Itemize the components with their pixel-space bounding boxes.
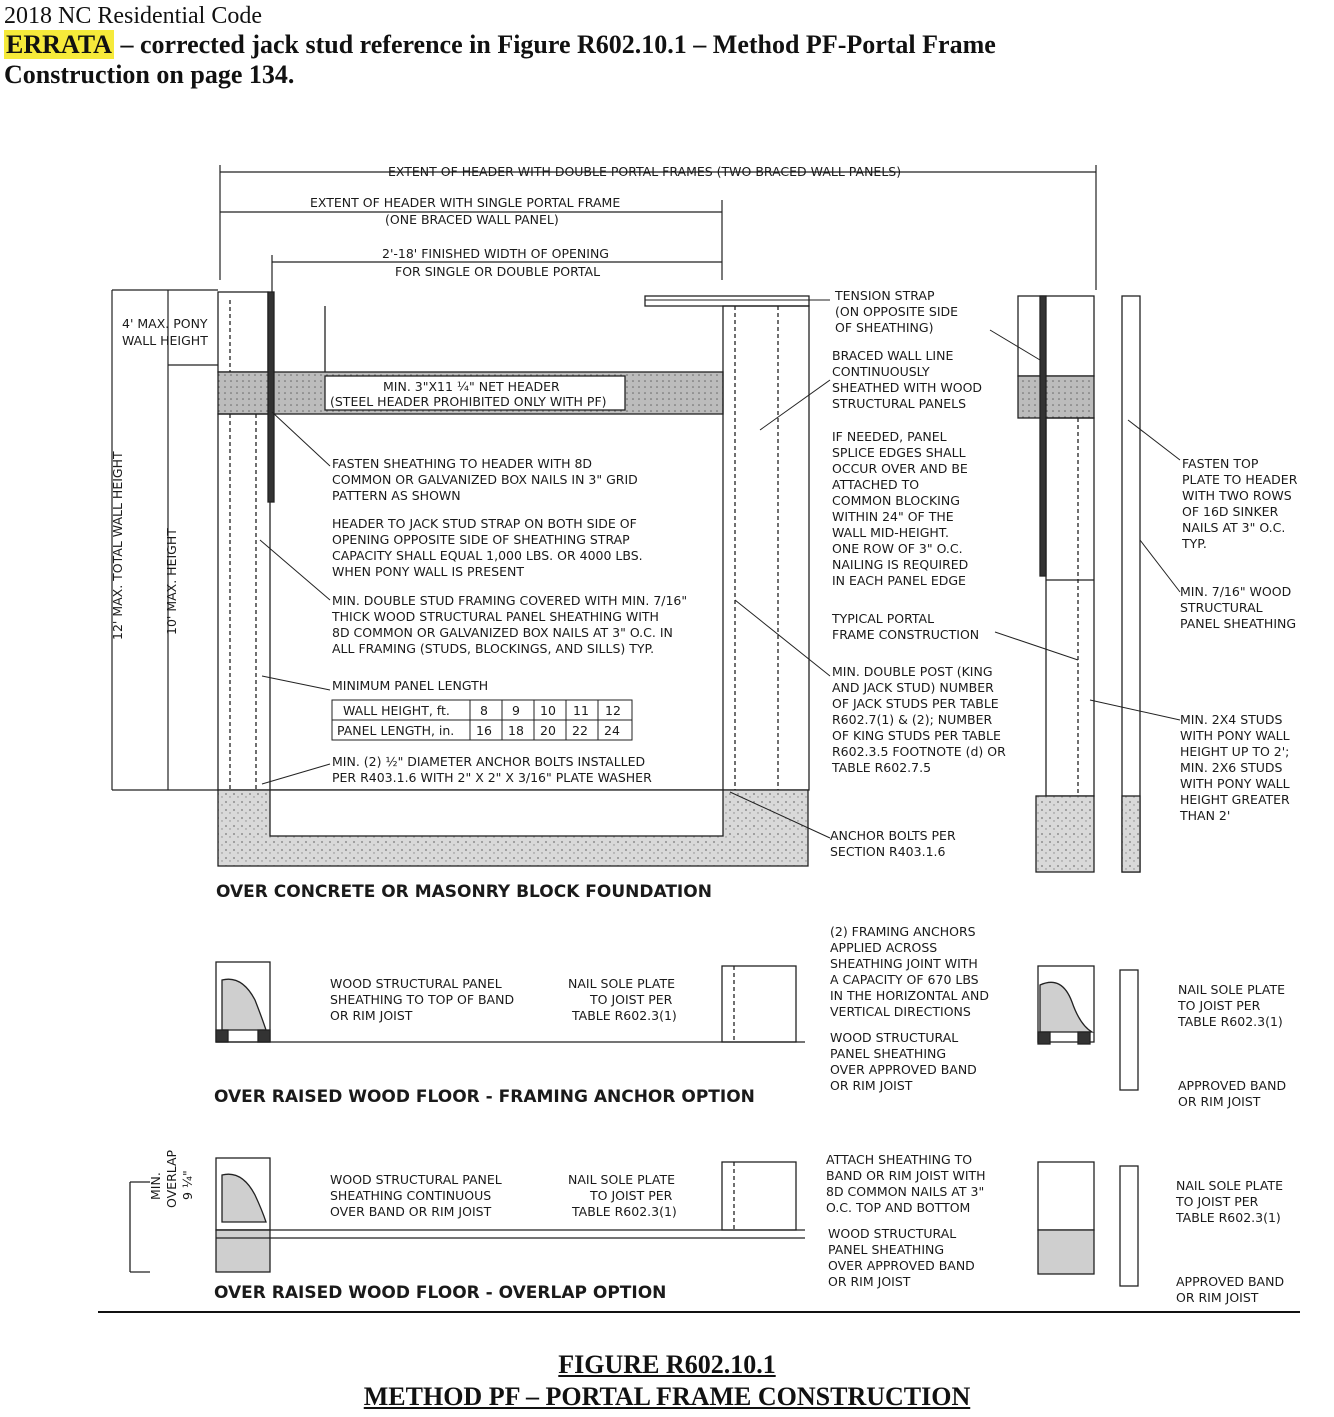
svg-text:THAN 2': THAN 2' xyxy=(1180,808,1231,823)
svg-text:WITHIN 24" OF THE: WITHIN 24" OF THE xyxy=(832,509,954,524)
svg-text:8D COMMON OR GALVANIZED BOX NA: 8D COMMON OR GALVANIZED BOX NAILS AT 3" O.C. IN xyxy=(332,625,673,640)
svg-text:O.C. TOP AND BOTTOM: O.C. TOP AND BOTTOM xyxy=(826,1200,971,1215)
errata-description: – corrected jack stud reference in Figure R602.10.1 – Method PF-Portal Frame xyxy=(113,30,996,59)
svg-text:WALL MID-HEIGHT.: WALL MID-HEIGHT. xyxy=(832,525,949,540)
splice-note xyxy=(832,429,968,588)
svg-text:TABLE R602.3(1): TABLE R602.3(1) xyxy=(1176,1210,1281,1225)
anchor-option-title: OVER RAISED WOOD FLOOR - FRAMING ANCHOR OPTION xyxy=(214,1087,755,1107)
svg-text:MIN. DOUBLE POST (KING: MIN. DOUBLE POST (KING xyxy=(832,664,993,679)
table-cell: 16 xyxy=(476,723,492,738)
svg-text:MIN. (2) ½" DIAMETER ANCHOR BO: MIN. (2) ½" DIAMETER ANCHOR BOLTS INSTALLED xyxy=(332,754,646,769)
svg-text:A CAPACITY OF 670 LBS: A CAPACITY OF 670 LBS xyxy=(830,972,979,987)
svg-text:OF KING STUDS PER TABLE: OF KING STUDS PER TABLE xyxy=(832,728,1001,743)
svg-text:NAILING IS REQUIRED: NAILING IS REQUIRED xyxy=(832,557,969,572)
table-cell: 11 xyxy=(573,703,589,718)
svg-text:TO JOIST PER: TO JOIST PER xyxy=(590,992,673,1007)
tension-strap-note xyxy=(834,288,958,335)
attach-note xyxy=(826,1152,986,1215)
svg-text:MIN.: MIN. xyxy=(148,1172,163,1200)
errata-tag: ERRATA xyxy=(6,30,112,59)
typical-note xyxy=(831,611,979,642)
anchor-nail-right-note xyxy=(1177,982,1285,1029)
svg-text:WITH PONY WALL: WITH PONY WALL xyxy=(1180,776,1290,791)
anchor-nail-note xyxy=(568,976,677,1023)
svg-text:OF SHEATHING): OF SHEATHING) xyxy=(835,320,934,335)
overlap-wsp-note xyxy=(330,1172,502,1219)
svg-text:FASTEN TOP: FASTEN TOP xyxy=(1182,456,1259,471)
header-label: MIN. 3"X11 ¼" NET HEADER xyxy=(383,379,560,394)
svg-text:APPROVED BAND: APPROVED BAND xyxy=(1178,1078,1287,1093)
svg-text:WOOD STRUCTURAL PANEL: WOOD STRUCTURAL PANEL xyxy=(330,976,502,991)
svg-text:NAIL SOLE PLATE: NAIL SOLE PLATE xyxy=(568,1172,676,1187)
code-title: 2018 NC Residential Code xyxy=(4,3,262,29)
svg-text:MIN. 2X6 STUDS: MIN. 2X6 STUDS xyxy=(1180,760,1283,775)
svg-text:ATTACHED TO: ATTACHED TO xyxy=(832,477,920,492)
svg-text:PER R403.1.6 WITH 2" X 2" X 3/: PER R403.1.6 WITH 2" X 2" X 3/16" PLATE WASHER xyxy=(332,770,652,785)
svg-text:PATTERN AS SHOWN: PATTERN AS SHOWN xyxy=(332,488,461,503)
overlap-option-title: OVER RAISED WOOD FLOOR - OVERLAP OPTION xyxy=(214,1283,667,1303)
svg-text:PLATE TO HEADER: PLATE TO HEADER xyxy=(1182,472,1298,487)
svg-text:OF JACK STUDS PER TABLE: OF JACK STUDS PER TABLE xyxy=(832,696,999,711)
svg-text:CONTINUOUSLY: CONTINUOUSLY xyxy=(832,364,930,379)
framing-anchors-note xyxy=(830,924,989,1019)
svg-text:PANEL SHEATHING: PANEL SHEATHING xyxy=(1180,616,1297,631)
dim-double-label: EXTENT OF HEADER WITH DOUBLE PORTAL FRAMES (TWO BRACED WALL PANELS) xyxy=(388,164,902,179)
min-overlap-label xyxy=(148,1149,195,1208)
svg-text:NAILS AT 3" O.C.: NAILS AT 3" O.C. xyxy=(1182,520,1286,535)
svg-text:TABLE R602.7.5: TABLE R602.7.5 xyxy=(832,760,932,775)
svg-text:PANEL SHEATHING: PANEL SHEATHING xyxy=(828,1242,945,1257)
svg-text:OR RIM JOIST: OR RIM JOIST xyxy=(830,1078,913,1093)
braced-wall-note xyxy=(832,348,982,411)
svg-text:ANCHOR BOLTS PER: ANCHOR BOLTS PER xyxy=(830,828,956,843)
svg-text:IF NEEDED, PANEL: IF NEEDED, PANEL xyxy=(832,429,947,444)
svg-text:FRAME CONSTRUCTION: FRAME CONSTRUCTION xyxy=(832,627,980,642)
svg-text:ALL FRAMING (STUDS, BLOCKINGS,: ALL FRAMING (STUDS, BLOCKINGS, AND SILLS) TYP. xyxy=(332,641,655,656)
svg-text:BRACED WALL LINE: BRACED WALL LINE xyxy=(832,348,954,363)
svg-text:OVER APPROVED BAND: OVER APPROVED BAND xyxy=(828,1258,975,1273)
svg-text:NAIL SOLE PLATE: NAIL SOLE PLATE xyxy=(1178,982,1286,997)
table-cell: 10 xyxy=(540,703,556,718)
svg-text:TENSION STRAP: TENSION STRAP xyxy=(835,288,935,303)
svg-text:PANEL SHEATHING: PANEL SHEATHING xyxy=(830,1046,947,1061)
anchor-wsp-note xyxy=(330,976,514,1023)
svg-text:TABLE R602.3(1): TABLE R602.3(1) xyxy=(572,1204,677,1219)
table-cell: WALL HEIGHT, ft. xyxy=(343,703,450,718)
svg-text:(2) FRAMING ANCHORS: (2) FRAMING ANCHORS xyxy=(830,924,976,939)
svg-text:WOOD STRUCTURAL: WOOD STRUCTURAL xyxy=(828,1226,957,1241)
svg-text:(ON OPPOSITE SIDE: (ON OPPOSITE SIDE xyxy=(835,304,959,319)
svg-text:STRUCTURAL PANELS: STRUCTURAL PANELS xyxy=(832,396,967,411)
dim-single-label: EXTENT OF HEADER WITH SINGLE PORTAL FRAME xyxy=(310,195,621,210)
svg-text:9 ¼": 9 ¼" xyxy=(180,1170,195,1200)
total-height-label: 12' MAX. TOTAL WALL HEIGHT xyxy=(110,451,125,640)
fasten-note xyxy=(332,456,638,503)
svg-text:HEIGHT GREATER: HEIGHT GREATER xyxy=(1180,792,1290,807)
svg-text:FASTEN SHEATHING TO HEADER WIT: FASTEN SHEATHING TO HEADER WITH 8D xyxy=(332,456,593,471)
figure-number: FIGURE R602.10.1 xyxy=(558,1350,776,1379)
svg-text:OR RIM JOIST: OR RIM JOIST xyxy=(828,1274,911,1289)
svg-text:TABLE R602.3(1): TABLE R602.3(1) xyxy=(572,1008,677,1023)
svg-text:OR RIM JOIST: OR RIM JOIST xyxy=(1178,1094,1261,1109)
svg-text:OCCUR OVER AND BE: OCCUR OVER AND BE xyxy=(832,461,968,476)
svg-text:SHEATHED WITH WOOD: SHEATHED WITH WOOD xyxy=(832,380,983,395)
svg-text:THICK WOOD STRUCTURAL PANEL SH: THICK WOOD STRUCTURAL PANEL SHEATHING WITH xyxy=(332,609,659,624)
overlap-nail-note xyxy=(568,1172,677,1219)
svg-text:WITH PONY WALL: WITH PONY WALL xyxy=(1180,728,1290,743)
svg-text:WITH TWO ROWS: WITH TWO ROWS xyxy=(1182,488,1292,503)
panel-length-table xyxy=(332,700,632,740)
svg-text:8D COMMON NAILS AT 3": 8D COMMON NAILS AT 3" xyxy=(826,1184,985,1199)
svg-text:CAPACITY SHALL EQUAL 1,000 LBS: CAPACITY SHALL EQUAL 1,000 LBS. OR 4000 LBS. xyxy=(332,548,643,563)
svg-text:TO JOIST PER: TO JOIST PER xyxy=(590,1188,673,1203)
fasten-top-note xyxy=(1181,456,1298,551)
svg-text:IN THE HORIZONTAL AND: IN THE HORIZONTAL AND xyxy=(830,988,989,1003)
svg-text:AND JACK STUD) NUMBER: AND JACK STUD) NUMBER xyxy=(832,680,994,695)
header-label-2: (STEEL HEADER PROHIBITED ONLY WITH PF) xyxy=(330,394,607,409)
table-cell: 22 xyxy=(572,723,588,738)
svg-text:BAND OR RIM JOIST WITH: BAND OR RIM JOIST WITH xyxy=(826,1168,986,1183)
overlap-wsp-over-note xyxy=(828,1226,975,1289)
svg-text:APPROVED BAND: APPROVED BAND xyxy=(1176,1274,1285,1289)
min-studs-note xyxy=(1179,712,1290,823)
svg-text:COMMON BLOCKING: COMMON BLOCKING xyxy=(832,493,960,508)
anchor-per-note xyxy=(830,828,956,859)
svg-text:TO JOIST PER: TO JOIST PER xyxy=(1178,998,1261,1013)
dim-opening-label-2: FOR SINGLE OR DOUBLE PORTAL xyxy=(395,264,601,279)
svg-text:WHEN PONY WALL IS PRESENT: WHEN PONY WALL IS PRESENT xyxy=(332,564,524,579)
svg-text:SPLICE EDGES SHALL: SPLICE EDGES SHALL xyxy=(832,445,966,460)
svg-text:OVER BAND OR RIM JOIST: OVER BAND OR RIM JOIST xyxy=(330,1204,492,1219)
svg-text:SHEATHING JOINT WITH: SHEATHING JOINT WITH xyxy=(830,956,978,971)
svg-text:TABLE R602.3(1): TABLE R602.3(1) xyxy=(1178,1014,1283,1029)
svg-text:HEADER TO JACK STUD STRAP ON B: HEADER TO JACK STUD STRAP ON BOTH SIDE OF xyxy=(332,516,637,531)
table-cell: 12 xyxy=(605,703,621,718)
anchor-wsp-over-note xyxy=(830,1030,977,1093)
svg-text:TYPICAL PORTAL: TYPICAL PORTAL xyxy=(832,611,935,626)
svg-text:MIN. DOUBLE STUD FRAMING COVER: MIN. DOUBLE STUD FRAMING COVERED WITH MIN. 7/16" xyxy=(332,593,688,608)
svg-text:APPLIED ACROSS: APPLIED ACROSS xyxy=(830,940,938,955)
svg-text:OR RIM JOIST: OR RIM JOIST xyxy=(330,1008,413,1023)
svg-text:TYP.: TYP. xyxy=(1182,536,1207,551)
dim-single-label-2: (ONE BRACED WALL PANEL) xyxy=(385,212,559,227)
svg-text:ATTACH SHEATHING TO: ATTACH SHEATHING TO xyxy=(826,1152,973,1167)
svg-text:R602.7(1) & (2); NUMBER: R602.7(1) & (2); NUMBER xyxy=(832,712,993,727)
svg-text:TO JOIST PER: TO JOIST PER xyxy=(1176,1194,1259,1209)
anchor-band-note xyxy=(1178,1078,1286,1109)
min-panel-title: MINIMUM PANEL LENGTH xyxy=(332,678,489,693)
pony-label-2: WALL HEIGHT xyxy=(122,333,208,348)
table-cell: 18 xyxy=(508,723,524,738)
svg-text:VERTICAL DIRECTIONS: VERTICAL DIRECTIONS xyxy=(830,1004,971,1019)
double-stud-note xyxy=(331,593,687,656)
strap-note xyxy=(332,516,643,579)
table-cell: 20 xyxy=(540,723,556,738)
table-cell: 24 xyxy=(604,723,620,738)
svg-text:STRUCTURAL: STRUCTURAL xyxy=(1180,600,1263,615)
svg-text:OR RIM JOIST: OR RIM JOIST xyxy=(1176,1290,1259,1305)
foundation-title: OVER CONCRETE OR MASONRY BLOCK FOUNDATION xyxy=(216,882,712,902)
table-cell: 8 xyxy=(480,703,488,718)
svg-text:SECTION R403.1.6: SECTION R403.1.6 xyxy=(830,844,946,859)
svg-text:R602.3.5 FOOTNOTE (d) OR: R602.3.5 FOOTNOTE (d) OR xyxy=(832,744,1006,759)
pony-label: 4' MAX. PONY xyxy=(122,316,208,331)
dim-opening-label: 2'-18' FINISHED WIDTH OF OPENING xyxy=(382,246,609,261)
svg-text:OVERLAP: OVERLAP xyxy=(164,1149,179,1208)
errata-line-2: Construction on page 134. xyxy=(4,60,295,89)
table-cell: PANEL LENGTH, in. xyxy=(337,723,455,738)
figure-title: METHOD PF – PORTAL FRAME CONSTRUCTION xyxy=(363,1382,971,1411)
svg-text:MIN. 7/16" WOOD: MIN. 7/16" WOOD xyxy=(1180,584,1292,599)
svg-text:WOOD STRUCTURAL PANEL: WOOD STRUCTURAL PANEL xyxy=(330,1172,502,1187)
svg-text:ONE ROW OF 3" O.C.: ONE ROW OF 3" O.C. xyxy=(832,541,963,556)
svg-text:NAIL SOLE PLATE: NAIL SOLE PLATE xyxy=(568,976,676,991)
svg-text:OF 16D SINKER: OF 16D SINKER xyxy=(1182,504,1279,519)
double-post-note xyxy=(831,664,1006,775)
svg-text:IN EACH PANEL EDGE: IN EACH PANEL EDGE xyxy=(832,573,966,588)
svg-text:SHEATHING TO TOP OF BAND: SHEATHING TO TOP OF BAND xyxy=(330,992,515,1007)
max-height-label: 10' MAX. HEIGHT xyxy=(164,528,179,635)
svg-text:NAIL SOLE PLATE: NAIL SOLE PLATE xyxy=(1176,1178,1284,1193)
svg-text:OVER APPROVED BAND: OVER APPROVED BAND xyxy=(830,1062,977,1077)
section-detail xyxy=(1018,296,1140,872)
svg-text:HEIGHT UP TO 2';: HEIGHT UP TO 2'; xyxy=(1180,744,1290,759)
svg-text:SHEATHING CONTINUOUS: SHEATHING CONTINUOUS xyxy=(330,1188,492,1203)
svg-text:COMMON OR GALVANIZED BOX NAILS: COMMON OR GALVANIZED BOX NAILS IN 3" GRID xyxy=(332,472,638,487)
overlap-band-note xyxy=(1176,1274,1284,1305)
svg-text:WOOD STRUCTURAL: WOOD STRUCTURAL xyxy=(830,1030,959,1045)
table-cell: 9 xyxy=(512,703,520,718)
min-wood-note xyxy=(1180,584,1296,631)
svg-text:OPENING OPPOSITE SIDE OF SHEAT: OPENING OPPOSITE SIDE OF SHEATHING STRAP xyxy=(332,532,630,547)
anchor-bolts-note xyxy=(332,754,652,785)
svg-text:MIN. 2X4 STUDS: MIN. 2X4 STUDS xyxy=(1180,712,1283,727)
overlap-nail-right-note xyxy=(1175,1178,1283,1225)
